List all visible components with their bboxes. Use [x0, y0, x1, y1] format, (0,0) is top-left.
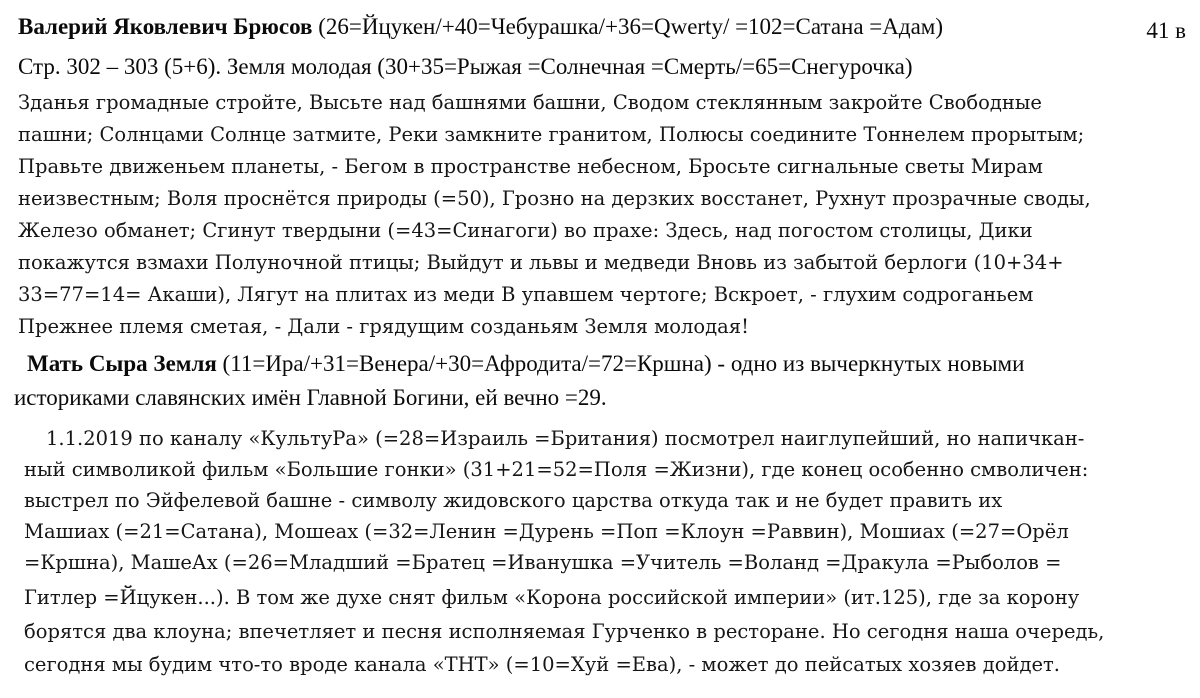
mother-earth-line: [27, 352, 1024, 375]
poem-line: неизвестным; Воля проснётся природы (=50), Грозно на дерзких восстанет, Рухнут прозрачные своды,: [18, 187, 1091, 210]
diary-line: сегодня мы будим что-то вроде канала «ТНТ» (=10=Хуй =Ева), - может до пейсатых хозяев дойдет.: [24, 653, 1060, 676]
mother-earth-gematria: (11=Ира/+31=Венера/+30=Афродита/=72=Кршна) - одно из вычеркнутых новыми: [216, 351, 1025, 376]
diary-line: =Кршна), МашеАх (=26=Младший =Братец =Иванушка =Учитель =Воланд =Дракула =Рыболов =: [24, 551, 1062, 574]
poem-line: покажутся взмахи Полуночной птицы; Выйдут и львы и медведи Вновь из забытой берлоги (10+34+: [18, 251, 1064, 274]
diary-line: ный символикой фильм «Большие гонки» (31+21=52=Поля =Жизни), где конец особенно смволичен:: [24, 458, 1089, 481]
author-name: Валерий Яковлевич Брюсов: [18, 14, 313, 39]
page-number: 41 в: [1146, 18, 1186, 43]
author-gematria: (26=Йцукен/+40=Чебурашка/+36=Qwerty/ =102=Сатана =Адам): [312, 14, 943, 39]
diary-line: Гитлер =Йцукен...). В том же духе снят фильм «Корона российской империи» (ит.125), где за корону: [24, 586, 1080, 609]
author-heading: [18, 15, 943, 38]
poem-line: 33=77=14= Акаши), Лягут на плитах из меди В упавшем чертоге; Вскроет, - глухим содроганьем: [18, 283, 1034, 306]
poem-line: пашни; Солнцами Солнце затмите, Реки замкните гранитом, Полюсы соедините Тоннелем прорытым;: [18, 123, 1085, 146]
diary-line: борятся два клоуна; впечетляет и песня исполняемая Гурченко в ресторане. Но сегодня наша очередь,: [24, 620, 1105, 643]
poem-source-line: Стр. 302 – 303 (5+6). Земля молодая (30+35=Рыжая =Солнечная =Смерть/=65=Снегурочка): [18, 54, 913, 79]
mother-earth-title: Мать Сыра Земля: [27, 351, 217, 376]
diary-line: выстрел по Эйфелевой башне - символу жидовского царства откуда так и не будет править их: [24, 489, 1003, 512]
poem-line: Прежнее племя сметая, - Дали - грядущим созданьям Земля молодая!: [18, 315, 749, 338]
poem-line: Железо обманет; Сгинут твердыни (=43=Синагоги) во прахе: Здесь, над погостом столицы, Дики: [18, 219, 1033, 242]
poem-line: Зданья громадные стройте, Высьте над башнями башни, Сводом стеклянным закройте Свободные: [18, 91, 1042, 114]
mother-earth-line: историками славянских имён Главной Богини, ей вечно =29.: [14, 385, 607, 410]
diary-line: Машиах (=21=Сатана), Мошеах (=32=Ленин =Дурень =Поп =Клоун =Раввин), Мошиах (=27=Орёл: [24, 520, 1069, 543]
poem-line: Правьте движеньем планеты, - Бегом в пространстве небесном, Бросьте сигнальные светы Мирам: [18, 155, 1043, 178]
diary-line: 1.1.2019 по каналу «КультуРа» (=28=Израиль =Британия) посмотрел наиглупейший, но напичкан-: [46, 427, 1085, 450]
